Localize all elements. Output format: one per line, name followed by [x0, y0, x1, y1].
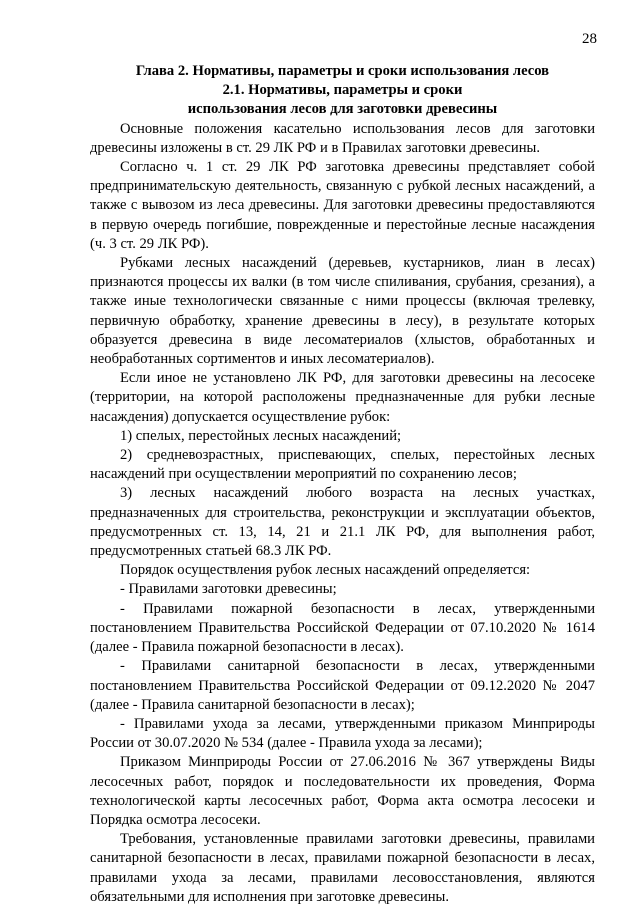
- list-item: 3) лесных насаждений любого возраста на лесных участках, предназначенных для строительства, реконструкции и эксплуатации объектов, предусмотренных ст. 13, 14, 21 и 21.1 ЛК РФ, для выполнения работ, предусмотренных статьей 68.3 ЛК РФ.: [90, 485, 595, 560]
- page-number: 28: [582, 31, 597, 47]
- list-item: 2) средневозрастных, приспевающих, спелых, перестойных лесных насаждений при осуществлении мероприятий по сохранению лесов;: [90, 447, 595, 483]
- section-heading-continued: использования лесов для заготовки древесины: [187, 101, 498, 118]
- document-body: [90, 62, 595, 907]
- section-heading: 2.1. Нормативы, параметры и сроки: [222, 82, 463, 99]
- paragraph: Основные положения касательно использования лесов для заготовки древесины изложены в ст. 29 ЛК РФ и в Правилах заготовки древесины.: [90, 120, 595, 156]
- paragraph: Если иное не установлено ЛК РФ, для заготовки древесины на лесосеке (территории, на которой расположены предназначенные для рубки лесные насаждения) допускается осуществление рубок:: [90, 370, 595, 425]
- list-item: - Правилами санитарной безопасности в лесах, утвержденными постановлением Правительства Российской Федерации от 09.12.2020 № 2047 (далее - Правила санитарной безопасности в лесах);: [90, 658, 595, 713]
- paragraph: Порядок осуществления рубок лесных насаждений определяется:: [120, 562, 531, 579]
- list-item: 1) спелых, перестойных лесных насаждений;: [120, 427, 402, 444]
- list-item: - Правилами заготовки древесины;: [120, 581, 337, 598]
- paragraph: Требования, установленные правилами заготовки древесины, правилами санитарной безопасности в лесах, правилами пожарной безопасности в лесах, правилами ухода за лесами, правилами лесовосстановления, являются обязательными для исполнения при заготовке древесины.: [90, 831, 595, 905]
- paragraph: Согласно ч. 1 ст. 29 ЛК РФ заготовка древесины представляет собой предпринимательскую деятельность, связанную с рубкой лесных насаждений, а также с вывозом из леса древесины. Для заготовки древесины предоставляются в первую очередь погибшие, поврежденные и перестойные лесные насаждения (ч. 3 ст. 29 ЛК РФ).: [90, 159, 595, 252]
- paragraph: Рубками лесных насаждений (деревьев, кустарников, лиан в лесах) признаются процессы их валки (в том числе спиливания, срубания, срезания), а также иные технологически связанные с ними процессы (включая трелевку, первичную обработку, хранение древесины в лесу), в результате которых образуется древесина в виде лесоматериалов (хлыстов, обработанных и необработанных сортиментов и иных лесоматериалов).: [90, 255, 595, 368]
- list-item: - Правилами пожарной безопасности в лесах, утвержденными постановлением Правительства Российской Федерации от 07.10.2020 № 1614 (далее - Правила пожарной безопасности в лесах).: [90, 600, 595, 656]
- chapter-heading: Глава 2. Нормативы, параметры и сроки использования лесов: [135, 63, 550, 79]
- list-item: - Правилами ухода за лесами, утвержденными приказом Минприроды России от 30.07.2020 № 534 (далее - Правила ухода за лесами);: [90, 715, 595, 752]
- paragraph: Приказом Минприроды России от 27.06.2016 № 367 утверждены Виды лесосечных работ, порядок и последовательности их проведения, Форма технологической карты лесосечных работ, Форма акта осмотра лесосеки и Порядка осмотра лесосеки.: [90, 754, 595, 828]
